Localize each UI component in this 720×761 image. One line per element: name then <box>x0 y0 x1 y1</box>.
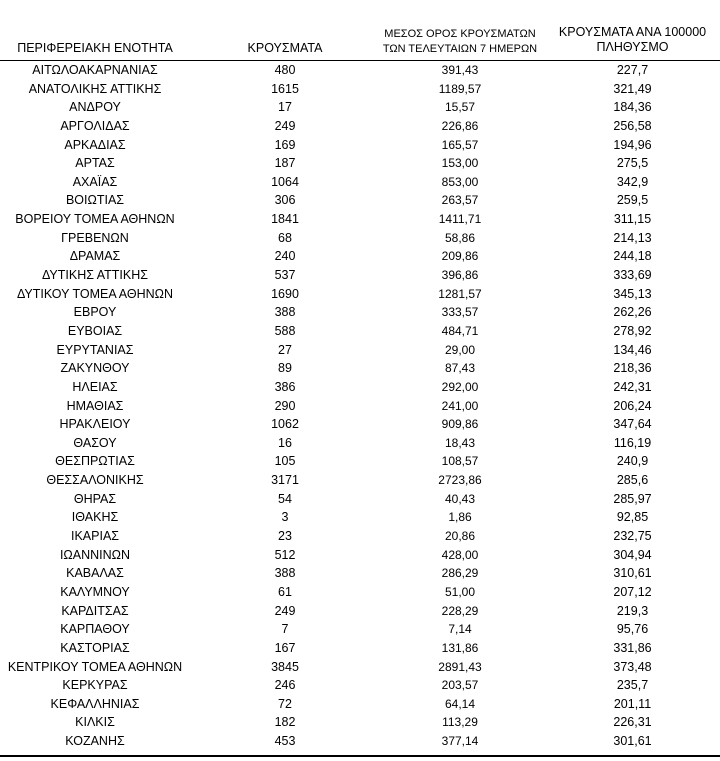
table-row <box>0 191 720 210</box>
cell-cases: 7 <box>281 622 289 637</box>
cell-7day-average: 333,57 <box>441 305 479 320</box>
cell-cases: 480 <box>274 63 296 77</box>
cell-cases-per-100k: 275,5 <box>616 156 649 171</box>
cell-cases: 388 <box>274 566 296 581</box>
cell-region: ΚΕΡΚΥΡΑΣ <box>62 678 128 693</box>
cell-cases-per-100k: 242,31 <box>613 379 652 394</box>
table-row <box>0 452 720 471</box>
cell-cases-per-100k: 256,58 <box>613 118 652 133</box>
table-row <box>0 247 720 266</box>
cell-cases-per-100k: 219,3 <box>616 603 649 618</box>
table-row <box>0 527 720 546</box>
cell-cases-per-100k: 232,75 <box>613 529 652 544</box>
table-row <box>0 602 720 621</box>
cell-region: ΚΑΛΥΜΝΟΥ <box>60 584 130 599</box>
cell-cases: 249 <box>274 603 296 618</box>
cell-cases-per-100k: 116,19 <box>613 435 652 450</box>
cell-cases-per-100k: 206,24 <box>613 398 652 413</box>
cell-region: ΙΘΑΚΗΣ <box>71 510 119 525</box>
cell-cases: 512 <box>274 547 296 562</box>
cell-cases: 27 <box>278 342 292 357</box>
cell-cases: 23 <box>278 529 292 544</box>
table-row <box>0 639 720 658</box>
table-row <box>0 490 720 509</box>
cell-7day-average: 108,57 <box>441 454 479 469</box>
cell-7day-average: 1189,57 <box>438 81 482 96</box>
cell-cases-per-100k: 373,48 <box>613 659 652 674</box>
cell-cases-per-100k: 201,11 <box>613 696 652 711</box>
cell-region: ΚΕΦΑΛΛΗΝΙΑΣ <box>50 696 140 711</box>
table-row <box>0 341 720 360</box>
cell-7day-average: 2891,43 <box>438 659 482 674</box>
cell-region: ΚΙΛΚΙΣ <box>75 715 115 730</box>
cell-cases: 72 <box>278 696 292 711</box>
cell-region: ΗΜΑΘΙΑΣ <box>66 398 124 413</box>
cell-cases: 105 <box>274 454 296 469</box>
cell-cases-per-100k: 92,85 <box>616 510 649 525</box>
cell-cases: 246 <box>274 678 296 693</box>
cell-region: ΔΥΤΙΚΟΥ ΤΟΜΕΑ ΑΘΗΝΩΝ <box>16 286 174 301</box>
table-row <box>0 434 720 453</box>
cell-7day-average: 153,00 <box>441 156 479 171</box>
cell-cases-per-100k: 207,12 <box>613 584 652 599</box>
cell-7day-average: 292,00 <box>441 379 479 394</box>
cell-7day-average: 64,14 <box>444 696 476 711</box>
cell-cases: 182 <box>274 715 296 730</box>
table-row <box>0 546 720 565</box>
header-cases-per-100k <box>545 25 720 55</box>
cell-7day-average: 1411,71 <box>438 212 482 227</box>
table-row <box>0 658 720 677</box>
header-cases: ΚΡΟΥΣΜΑΤΑ <box>247 41 323 55</box>
table-row <box>0 285 720 304</box>
cell-7day-average: 396,86 <box>441 268 479 283</box>
cell-cases-per-100k: 184,36 <box>613 100 652 115</box>
cell-7day-average: 165,57 <box>441 137 479 152</box>
header-region: ΠΕΡΙΦΕΡΕΙΑΚΗ ΕΝΟΤΗΤΑ <box>17 41 173 55</box>
cell-cases-per-100k: 278,92 <box>613 323 652 338</box>
cell-region: ΘΑΣΟΥ <box>73 435 117 450</box>
cell-cases-per-100k: 244,18 <box>613 249 652 264</box>
cell-region: ΔΡΑΜΑΣ <box>69 249 121 264</box>
cell-cases: 1064 <box>271 174 299 189</box>
cell-7day-average: 1281,57 <box>438 286 482 301</box>
cell-7day-average: 7,14 <box>448 622 472 637</box>
cell-cases-per-100k: 285,6 <box>616 473 649 488</box>
cell-cases: 1690 <box>271 286 299 301</box>
cell-7day-average: 29,00 <box>444 342 476 357</box>
table-row <box>0 732 720 751</box>
cell-cases-per-100k: 331,86 <box>613 640 652 655</box>
header-7day-average-line2: ΤΩΝ ΤΕΛΕΥΤΑΙΩΝ 7 ΗΜΕΡΩΝ <box>382 43 538 55</box>
cell-7day-average: 20,86 <box>444 529 476 544</box>
cell-cases-per-100k: 311,15 <box>613 212 652 227</box>
table-row <box>0 154 720 173</box>
cell-7day-average: 428,00 <box>441 547 479 562</box>
cell-cases: 1062 <box>271 417 299 432</box>
table-row <box>0 695 720 714</box>
cell-cases: 3 <box>281 510 289 525</box>
cell-cases: 240 <box>274 249 296 264</box>
table-body <box>0 61 720 751</box>
cell-7day-average: 391,43 <box>441 63 479 77</box>
cell-7day-average: 228,29 <box>441 603 479 618</box>
cell-region: ΑΡΤΑΣ <box>75 156 115 171</box>
cell-cases: 249 <box>274 118 296 133</box>
cell-cases-per-100k: 214,13 <box>613 230 652 245</box>
table-row <box>0 117 720 136</box>
cell-7day-average: 209,86 <box>441 249 479 264</box>
cell-region: ΚΑΣΤΟΡΙΑΣ <box>60 640 130 655</box>
cell-7day-average: 113,29 <box>442 715 478 730</box>
cell-cases-per-100k: 321,49 <box>613 81 652 96</box>
cell-cases: 1841 <box>271 212 299 227</box>
cell-cases-per-100k: 304,94 <box>613 547 652 562</box>
cell-cases: 290 <box>274 398 296 413</box>
table-row <box>0 620 720 639</box>
cell-region: ΖΑΚΥΝΘΟΥ <box>60 361 130 376</box>
cell-7day-average: 909,86 <box>441 417 479 432</box>
header-7day-average-line1: ΜΕΣΟΣ ΟΡΟΣ ΚΡΟΥΣΜΑΤΩΝ <box>384 28 536 40</box>
cell-cases: 167 <box>274 640 296 655</box>
cell-cases-per-100k: 227,7 <box>616 63 649 77</box>
cell-cases: 3845 <box>271 659 299 674</box>
table-row <box>0 98 720 117</box>
cell-cases-per-100k: 259,5 <box>616 193 649 208</box>
table-row <box>0 415 720 434</box>
header-cases-per-100k-line1: ΚΡΟΥΣΜΑΤΑ ΑΝΑ 100000 <box>558 25 707 39</box>
cell-region: ΑΧΑΪΑΣ <box>72 174 118 189</box>
cell-cases-per-100k: 342,9 <box>616 174 649 189</box>
cell-7day-average: 241,00 <box>441 398 479 413</box>
cell-cases-per-100k: 95,76 <box>616 622 649 637</box>
table-row <box>0 583 720 602</box>
cell-region: ΗΡΑΚΛΕΙΟΥ <box>59 417 131 432</box>
cell-region: ΕΥΡΥΤΑΝΙΑΣ <box>56 342 134 357</box>
cell-7day-average: 18,43 <box>444 435 476 450</box>
cell-cases: 169 <box>274 137 296 152</box>
cell-7day-average: 484,71 <box>441 323 479 338</box>
cell-cases: 386 <box>274 379 296 394</box>
cell-7day-average: 15,57 <box>444 100 476 115</box>
cell-7day-average: 131,86 <box>441 640 479 655</box>
cell-cases-per-100k: 235,7 <box>616 678 649 693</box>
cell-7day-average: 51,00 <box>444 584 476 599</box>
header-cases-per-100k-line2: ΠΛΗΘΥΣΜΟ <box>596 40 669 54</box>
cell-7day-average: 286,29 <box>441 566 479 581</box>
cell-cases-per-100k: 262,26 <box>613 305 652 320</box>
cell-7day-average: 226,86 <box>441 118 479 133</box>
cell-cases-per-100k: 310,61 <box>613 566 652 581</box>
cell-cases: 306 <box>274 193 296 208</box>
cell-cases: 16 <box>278 435 292 450</box>
cell-7day-average: 377,14 <box>441 734 479 749</box>
cell-cases-per-100k: 226,31 <box>613 715 652 730</box>
cell-7day-average: 853,00 <box>441 174 479 189</box>
cell-cases: 537 <box>274 268 296 283</box>
table-row <box>0 266 720 285</box>
cell-7day-average: 40,43 <box>444 491 476 506</box>
cell-cases-per-100k: 194,96 <box>613 137 652 152</box>
cell-cases: 388 <box>274 305 296 320</box>
cell-region: ΑΝΑΤΟΛΙΚΗΣ ΑΤΤΙΚΗΣ <box>28 81 162 96</box>
cell-region: ΚΑΒΑΛΑΣ <box>66 566 124 581</box>
cell-cases-per-100k: 134,46 <box>613 342 652 357</box>
table-row <box>0 173 720 192</box>
cell-cases-per-100k: 285,97 <box>613 491 652 506</box>
cell-region: ΑΝΔΡΟΥ <box>69 100 121 115</box>
table-row <box>0 471 720 490</box>
table-row <box>0 229 720 248</box>
cell-region: ΔΥΤΙΚΗΣ ΑΤΤΙΚΗΣ <box>42 268 148 283</box>
cell-cases-per-100k: 347,64 <box>613 417 652 432</box>
cell-cases: 89 <box>278 361 292 376</box>
table-bottom-border <box>0 755 720 757</box>
cell-7day-average: 1,86 <box>448 510 472 525</box>
cell-cases: 187 <box>274 156 296 171</box>
table-row <box>0 136 720 155</box>
cell-cases: 61 <box>278 584 292 599</box>
cell-cases: 1615 <box>271 81 299 96</box>
cell-7day-average: 203,57 <box>441 678 479 693</box>
cell-region: ΒΟΙΩΤΙΑΣ <box>65 193 125 208</box>
table-row <box>0 564 720 583</box>
table-row <box>0 303 720 322</box>
header-7day-average <box>375 27 545 57</box>
cell-cases-per-100k: 333,69 <box>613 268 652 283</box>
table-header <box>0 0 720 62</box>
cell-region: ΗΛΕΙΑΣ <box>72 379 118 394</box>
cell-region: ΚΕΝΤΡΙΚΟΥ ΤΟΜΕΑ ΑΘΗΝΩΝ <box>7 659 183 674</box>
cell-cases-per-100k: 218,36 <box>613 361 652 376</box>
table-row <box>0 322 720 341</box>
cell-region: ΒΟΡΕΙΟΥ ΤΟΜΕΑ ΑΘΗΝΩΝ <box>15 212 175 227</box>
table-row <box>0 676 720 695</box>
cell-region: ΙΚΑΡΙΑΣ <box>70 529 120 544</box>
table-row <box>0 80 720 99</box>
cell-region: ΑΙΤΩΛΟΑΚΑΡΝΑΝΙΑΣ <box>32 63 158 77</box>
cell-7day-average: 263,57 <box>441 193 479 208</box>
cell-cases: 588 <box>274 323 296 338</box>
cell-region: ΑΡΓΟΛΙΔΑΣ <box>60 118 130 133</box>
cell-region: ΕΥΒΟΙΑΣ <box>67 323 123 338</box>
cell-cases: 54 <box>278 491 292 506</box>
cell-region: ΘΕΣΠΡΩΤΙΑΣ <box>55 454 135 469</box>
cell-cases: 453 <box>274 734 296 749</box>
cell-region: ΚΑΡΠΑΘΟΥ <box>60 622 130 637</box>
cell-7day-average: 58,86 <box>444 230 476 245</box>
table-row <box>0 61 720 80</box>
cell-region: ΙΩΑΝΝΙΝΩΝ <box>59 547 131 562</box>
cell-cases: 17 <box>278 100 292 115</box>
cell-region: ΘΗΡΑΣ <box>73 491 117 506</box>
cell-7day-average: 2723,86 <box>438 473 482 488</box>
cell-region: ΚΟΖΑΝΗΣ <box>65 734 125 749</box>
cell-region: ΘΕΣΣΑΛΟΝΙΚΗΣ <box>46 473 144 488</box>
cell-region: ΕΒΡΟΥ <box>73 305 117 320</box>
cell-cases-per-100k: 301,61 <box>613 734 652 749</box>
cell-cases: 68 <box>278 230 292 245</box>
table-row <box>0 713 720 732</box>
cell-7day-average: 87,43 <box>444 361 476 376</box>
table-row <box>0 397 720 416</box>
cell-cases-per-100k: 240,9 <box>616 454 649 469</box>
table-row <box>0 359 720 378</box>
cell-region: ΑΡΚΑΔΙΑΣ <box>64 137 126 152</box>
table-row <box>0 508 720 527</box>
cell-region: ΓΡΕΒΕΝΩΝ <box>61 230 129 245</box>
table-row <box>0 378 720 397</box>
cell-region: ΚΑΡΔΙΤΣΑΣ <box>61 603 129 618</box>
table-row <box>0 210 720 229</box>
cell-cases: 3171 <box>271 473 299 488</box>
cell-cases-per-100k: 345,13 <box>613 286 652 301</box>
